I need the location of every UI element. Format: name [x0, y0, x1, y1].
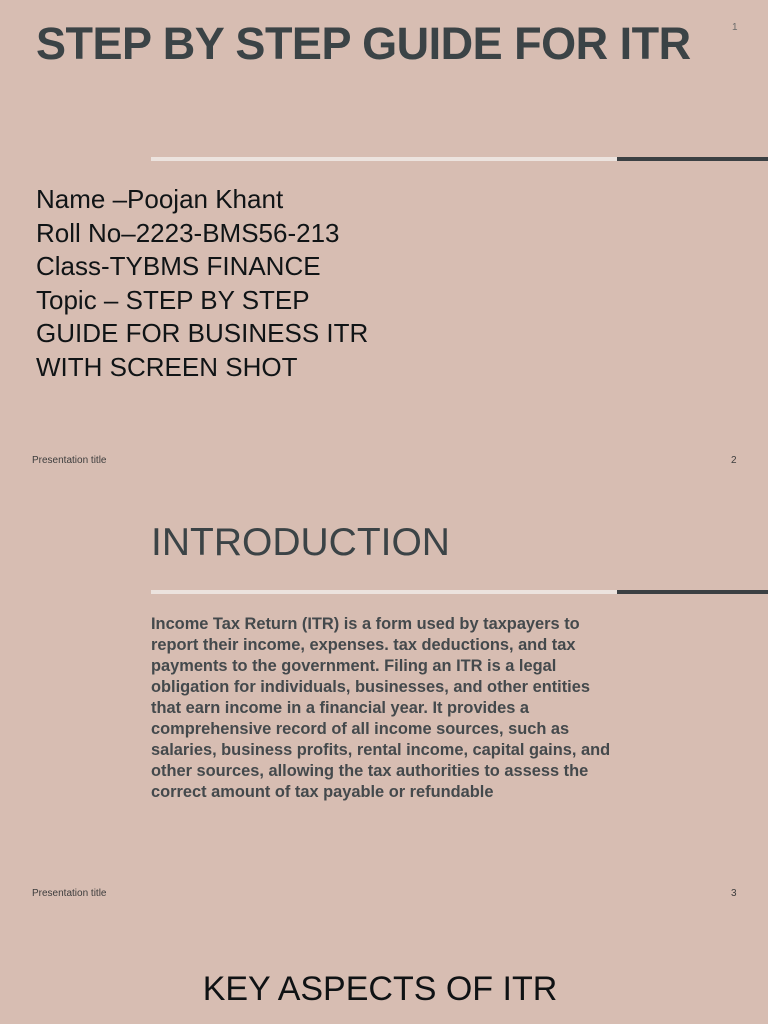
- slide2-page-number: 2: [731, 455, 737, 466]
- slide2-divider-dark: [617, 590, 768, 594]
- slide1-divider-light: [151, 157, 617, 161]
- slide2-footer-title: Presentation title: [32, 455, 107, 466]
- slide1-info-block: [36, 183, 368, 385]
- info-line-roll-no: Roll No–2223-BMS56-213: [36, 217, 340, 248]
- slide3-page-number: 3: [731, 888, 737, 899]
- slide2-body-text: Income Tax Return (ITR) is a form used by taxpayers to report their income, expenses. tax deductions, and tax payments to the government. Filing an ITR is a legal obligation for individuals, businesses, and other entities that earn income in a financial year. It provides a comprehensive record of all income sources, such as salaries, business profits, rental income, capital gains, and other sources, allowing the tax authorities to assess the correct amount of tax payable or refundable: [151, 615, 611, 801]
- slide1-page-number: 1: [732, 22, 738, 33]
- info-line-topic-cont-1: GUIDE FOR BUSINESS ITR: [36, 318, 369, 349]
- slide1-divider-dark: [617, 157, 768, 161]
- info-line-class: Class-TYBMS FINANCE: [36, 251, 321, 282]
- info-line-topic-cont-2: WITH SCREEN SHOT: [36, 351, 298, 382]
- slide1-title: STEP BY STEP GUIDE FOR ITR: [36, 18, 691, 69]
- slide3-footer-title: Presentation title: [32, 888, 107, 899]
- slide3-title: KEY ASPECTS OF ITR: [202, 970, 558, 1008]
- slide2-title: INTRODUCTION: [151, 521, 450, 564]
- info-line-topic: Topic – STEP BY STEP: [36, 284, 310, 315]
- slide2-divider-light: [151, 590, 617, 594]
- info-line-name: Name –Poojan Khant: [36, 184, 284, 214]
